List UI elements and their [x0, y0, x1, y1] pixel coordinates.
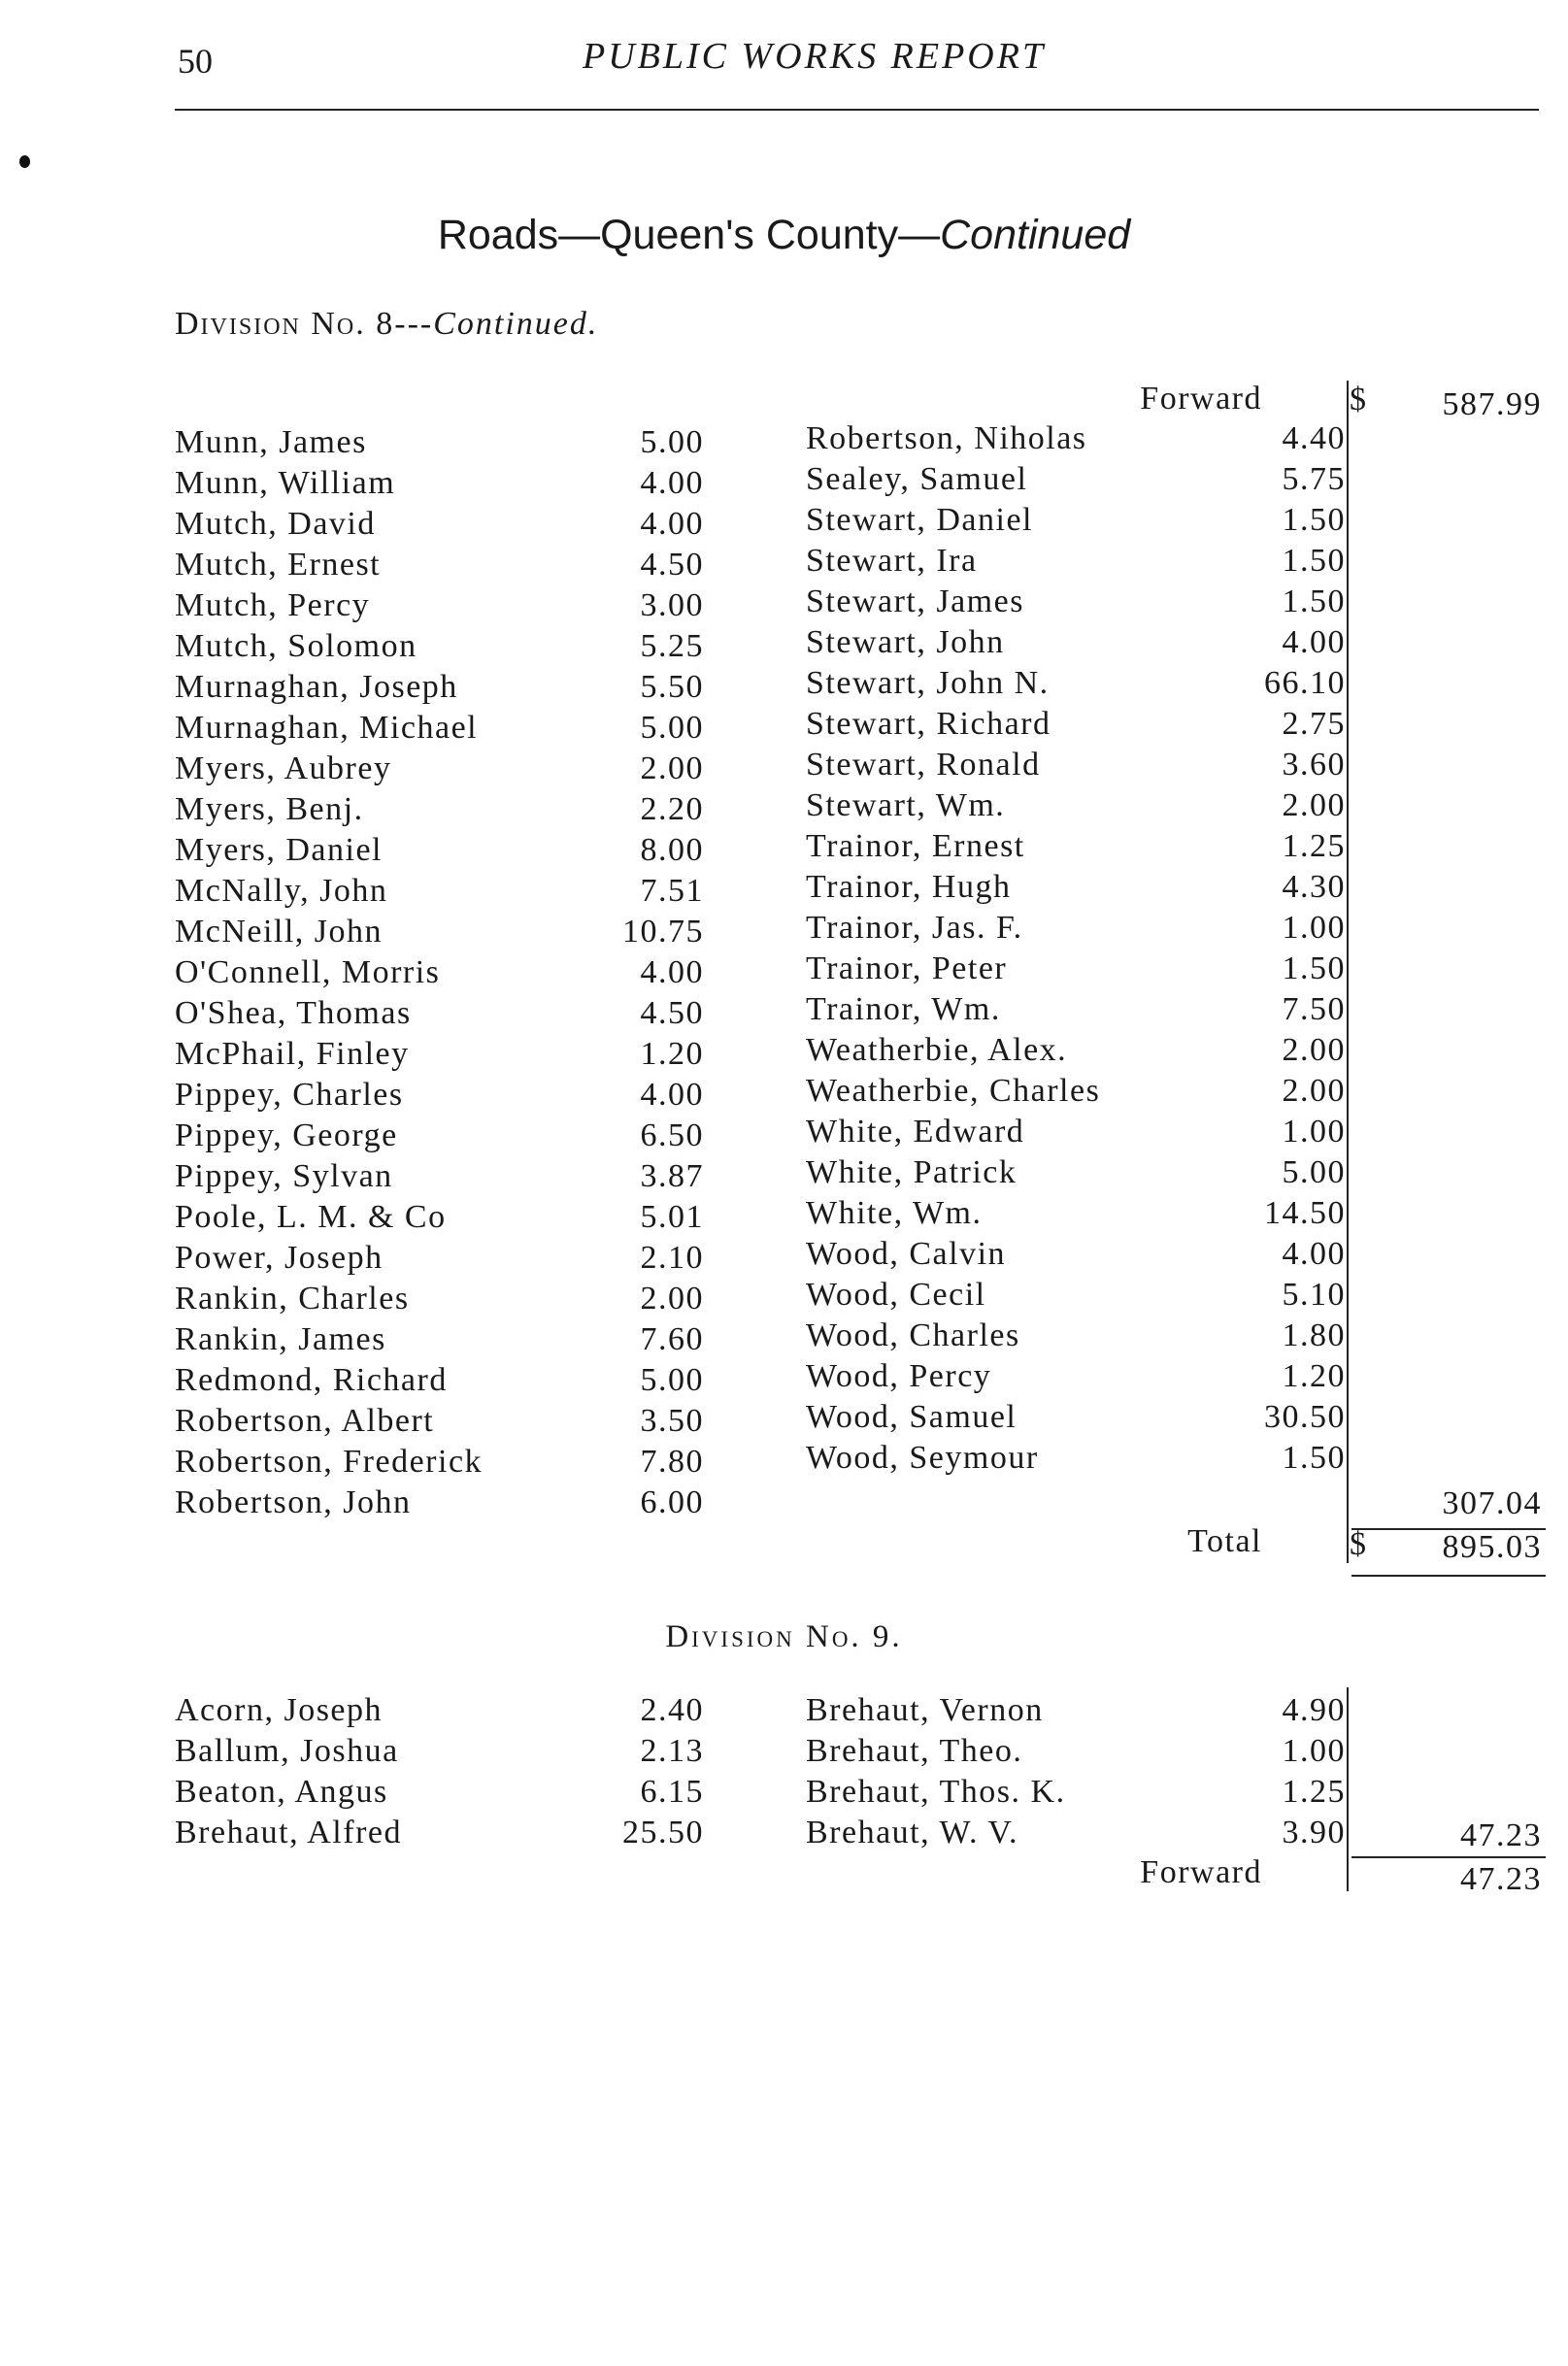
- ledger-amount: 2.00: [1282, 1073, 1346, 1109]
- ledger-name: Robertson, Niholas: [806, 420, 1087, 456]
- ledger-amount: 4.00: [1282, 1236, 1346, 1272]
- ledger-amount: 4.00: [1282, 624, 1346, 660]
- ledger-amount: 14.50: [1264, 1195, 1346, 1231]
- ledger-amount: 1.20: [1282, 1358, 1346, 1394]
- ledger-name: Pippey, Sylvan: [175, 1158, 393, 1194]
- ledger-name: Rankin, Charles: [175, 1281, 410, 1316]
- ledger-amount: 2.20: [640, 791, 704, 827]
- ledger-row: [175, 750, 718, 788]
- division-9-forward-amount: 47.23: [1460, 1861, 1542, 1897]
- ledger-row: [806, 1773, 1350, 1812]
- ledger-row: [806, 623, 1350, 662]
- ledger-row: [806, 1316, 1350, 1355]
- ledger-row: [175, 872, 718, 911]
- ledger-amount: 5.75: [1282, 461, 1346, 497]
- section-title-main: Roads—Queen's County—: [437, 212, 941, 258]
- ledger-amount: 1.20: [640, 1036, 704, 1072]
- ledger-name: Rankin, James: [175, 1321, 386, 1357]
- ledger-name: McPhail, Finley: [175, 1036, 410, 1072]
- section-title: [0, 212, 1568, 259]
- ledger-amount: 3.50: [640, 1403, 704, 1439]
- ledger-amount: 1.50: [1282, 950, 1346, 986]
- amount-column-rule: [1347, 381, 1349, 1563]
- ledger-name: Weatherbie, Charles: [806, 1073, 1101, 1109]
- ledger-amount: 4.00: [640, 954, 704, 990]
- ledger-name: Stewart, Wm.: [806, 787, 1006, 823]
- ledger-row: [806, 542, 1350, 581]
- ledger-amount: 5.00: [640, 1362, 704, 1398]
- ledger-amount: 5.00: [640, 710, 704, 746]
- ledger-row: [806, 990, 1350, 1029]
- ledger-amount: 1.25: [1282, 828, 1346, 864]
- ledger-name: Trainor, Jas. F.: [806, 910, 1023, 946]
- forward-currency: $: [1350, 382, 1366, 417]
- ledger-name: McNally, John: [175, 873, 388, 909]
- ledger-row: [806, 1113, 1350, 1151]
- ledger-amount: 5.50: [640, 669, 704, 705]
- ledger-name: Robertson, Frederick: [175, 1444, 484, 1480]
- ledger-name: Mutch, Percy: [175, 587, 371, 623]
- ledger-name: Trainor, Wm.: [806, 991, 1001, 1027]
- ledger-row: [175, 1814, 718, 1852]
- ledger-row: [806, 1031, 1350, 1070]
- ledger-name: Myers, Aubrey: [175, 750, 392, 786]
- ledger-name: Murnaghan, Joseph: [175, 669, 458, 705]
- division-9-subtotal: 47.23: [1460, 1817, 1542, 1853]
- ledger-amount: 5.01: [640, 1199, 704, 1235]
- ledger-row: [175, 1320, 718, 1359]
- ledger-name: Trainor, Ernest: [806, 828, 1025, 864]
- ledger-amount: 6.00: [640, 1484, 704, 1520]
- ledger-name: Pippey, George: [175, 1117, 398, 1153]
- ledger-amount: 1.00: [1282, 1114, 1346, 1150]
- forward-label: Forward: [1140, 381, 1262, 417]
- ledger-name: Brehaut, W. V.: [806, 1815, 1019, 1850]
- forward-amount: 587.99: [1442, 386, 1542, 422]
- ledger-row: [175, 464, 718, 503]
- ledger-row: [175, 790, 718, 829]
- ledger-row: [175, 1116, 718, 1155]
- ledger-amount: 3.00: [640, 587, 704, 623]
- ledger-name: Murnaghan, Michael: [175, 710, 479, 746]
- ledger-row: [175, 1280, 718, 1318]
- ledger-row: [806, 1276, 1350, 1315]
- ledger-amount: 2.00: [1282, 1032, 1346, 1068]
- ledger-row: [806, 909, 1350, 948]
- ledger-row: [806, 1194, 1350, 1233]
- ledger-name: Stewart, John N.: [806, 665, 1050, 701]
- ledger-name: Stewart, Richard: [806, 706, 1051, 742]
- ledger-name: O'Connell, Morris: [175, 954, 441, 990]
- ledger-row: [175, 831, 718, 870]
- ledger-name: Myers, Benj.: [175, 791, 364, 827]
- ledger-row: [175, 1443, 718, 1482]
- ledger-row: [175, 1361, 718, 1400]
- ledger-name: Beaton, Angus: [175, 1774, 388, 1810]
- division-8-heading-number: 8---: [376, 306, 434, 342]
- ledger-row: [175, 627, 718, 666]
- ledger-row: [175, 1691, 718, 1730]
- division-8-heading-suffix: Continued.: [433, 306, 599, 342]
- total-amount: 895.03: [1442, 1529, 1542, 1565]
- ledger-amount: 66.10: [1264, 665, 1346, 701]
- ledger-amount: 4.00: [640, 506, 704, 542]
- ledger-row: [806, 827, 1350, 866]
- ledger-amount: 7.51: [640, 873, 704, 909]
- ledger-name: Ballum, Joshua: [175, 1733, 399, 1769]
- ledger-name: Acorn, Joseph: [175, 1692, 384, 1728]
- ledger-row: [806, 1398, 1350, 1437]
- ledger-name: Stewart, John: [806, 624, 1005, 660]
- ledger-row: [175, 1402, 718, 1441]
- ledger-name: Robertson, Albert: [175, 1403, 435, 1439]
- section-title-continued: Continued: [940, 212, 1131, 258]
- ledger-name: Power, Joseph: [175, 1240, 384, 1276]
- ledger-name: Wood, Samuel: [806, 1399, 1018, 1435]
- ledger-amount: 7.50: [1282, 991, 1346, 1027]
- ledger-row: [806, 1732, 1350, 1771]
- ledger-amount: 4.40: [1282, 420, 1346, 456]
- ledger-name: Robertson, John: [175, 1484, 412, 1520]
- ledger-amount: 6.50: [640, 1117, 704, 1153]
- ledger-row: [175, 668, 718, 707]
- ledger-name: Trainor, Hugh: [806, 869, 1012, 905]
- ledger-row: [806, 664, 1350, 703]
- ledger-row: [806, 1357, 1350, 1396]
- ledger-row: [175, 953, 718, 992]
- ledger-row: [806, 746, 1350, 784]
- ledger-row: [806, 1439, 1350, 1478]
- ledger-row: [175, 1076, 718, 1115]
- ledger-amount: 1.50: [1282, 583, 1346, 619]
- ledger-name: Pippey, Charles: [175, 1077, 404, 1113]
- ledger-amount: 1.25: [1282, 1774, 1346, 1810]
- ledger-amount: 6.15: [640, 1774, 704, 1810]
- ledger-amount: 4.50: [640, 995, 704, 1031]
- ledger-name: Brehaut, Vernon: [806, 1692, 1044, 1728]
- ledger-name: Myers, Daniel: [175, 832, 384, 868]
- ledger-amount: 4.00: [640, 1077, 704, 1113]
- ledger-name: Wood, Calvin: [806, 1236, 1007, 1272]
- running-title: PUBLIC WORKS REPORT: [583, 36, 1047, 77]
- ledger-row: [806, 419, 1350, 458]
- ledger-amount: 2.10: [640, 1240, 704, 1276]
- ledger-row: [175, 546, 718, 584]
- total-currency: $: [1350, 1526, 1366, 1562]
- ledger-name: Mutch, David: [175, 506, 376, 542]
- ledger-row: [175, 1732, 718, 1771]
- ledger-name: Redmond, Richard: [175, 1362, 448, 1398]
- division-9-heading: Division No. 9.: [665, 1619, 903, 1654]
- ledger-name: Munn, James: [175, 424, 367, 460]
- ledger-amount: 25.50: [622, 1815, 704, 1850]
- ledger-row: [175, 1157, 718, 1196]
- ledger-row: [806, 868, 1350, 907]
- ledger-row: [806, 501, 1350, 540]
- ledger-amount: 3.60: [1282, 747, 1346, 783]
- ledger-name: Brehaut, Theo.: [806, 1733, 1023, 1769]
- ledger-amount: 7.80: [640, 1444, 704, 1480]
- division-8-heading-prefix: Division No.: [175, 306, 366, 342]
- ledger-amount: 2.13: [640, 1733, 704, 1769]
- ledger-row: [806, 460, 1350, 499]
- ledger-amount: 5.25: [640, 628, 704, 664]
- ledger-amount: 8.00: [640, 832, 704, 868]
- division-9-subtotal-rule: [1351, 1856, 1546, 1858]
- ledger-amount: 1.80: [1282, 1317, 1346, 1353]
- ledger-row: [175, 1773, 718, 1812]
- ledger-amount: 4.50: [640, 547, 704, 583]
- ledger-amount: 5.10: [1282, 1277, 1346, 1313]
- ledger-name: White, Patrick: [806, 1154, 1018, 1190]
- ledger-name: Brehaut, Thos. K.: [806, 1774, 1066, 1810]
- ledger-row: [175, 1239, 718, 1278]
- ledger-name: O'Shea, Thomas: [175, 995, 412, 1031]
- ledger-amount: 4.00: [640, 465, 704, 501]
- ledger-name: Sealey, Samuel: [806, 461, 1028, 497]
- ledger-row: [806, 786, 1350, 825]
- ledger-amount: 5.00: [1282, 1154, 1346, 1190]
- ledger-name: Trainor, Peter: [806, 950, 1008, 986]
- ledger-name: White, Edward: [806, 1114, 1025, 1150]
- division-9-forward-label: Forward: [1140, 1854, 1262, 1890]
- ledger-name: Mutch, Solomon: [175, 628, 417, 664]
- division-8-subtotal: 307.04: [1442, 1485, 1542, 1521]
- ledger-name: White, Wm.: [806, 1195, 983, 1231]
- ledger-row: [175, 1035, 718, 1074]
- ledger-row: [806, 1072, 1350, 1111]
- ledger-row: [175, 1198, 718, 1237]
- ledger-name: Weatherbie, Alex.: [806, 1032, 1068, 1068]
- ledger-amount: 4.90: [1282, 1692, 1346, 1728]
- ledger-amount: 5.00: [640, 424, 704, 460]
- ledger-row: [175, 913, 718, 951]
- ledger-amount: 7.60: [640, 1321, 704, 1357]
- ledger-amount: 1.00: [1282, 1733, 1346, 1769]
- ledger-row: [175, 586, 718, 625]
- ledger-amount: 10.75: [622, 914, 704, 950]
- ledger-row: [806, 950, 1350, 988]
- ledger-row: [175, 709, 718, 748]
- total-label: Total: [1187, 1523, 1262, 1559]
- ledger-amount: 2.40: [640, 1692, 704, 1728]
- ledger-name: Stewart, James: [806, 583, 1024, 619]
- ledger-name: Wood, Percy: [806, 1358, 992, 1394]
- ledger-amount: 2.00: [640, 1281, 704, 1316]
- ledger-row: [806, 705, 1350, 744]
- ledger-name: Mutch, Ernest: [175, 547, 382, 583]
- ledger-row: [175, 994, 718, 1033]
- ledger-name: Wood, Cecil: [806, 1277, 986, 1313]
- header-rule: [175, 109, 1539, 111]
- ledger-name: Poole, L. M. & Co: [175, 1199, 447, 1235]
- ledger-row: [806, 1153, 1350, 1192]
- total-rule: [1351, 1575, 1546, 1577]
- ledger-name: Stewart, Ronald: [806, 747, 1041, 783]
- ledger-amount: 3.90: [1282, 1815, 1346, 1850]
- ledger-name: Wood, Charles: [806, 1317, 1020, 1353]
- ledger-row: [806, 583, 1350, 621]
- division-8-heading: [175, 306, 598, 343]
- ledger-name: McNeill, John: [175, 914, 384, 950]
- ledger-row: [175, 423, 718, 462]
- ledger-name: Stewart, Ira: [806, 543, 978, 579]
- ledger-amount: 3.87: [640, 1158, 704, 1194]
- ledger-row: [806, 1235, 1350, 1274]
- ledger-amount: 2.75: [1282, 706, 1346, 742]
- ledger-amount: 2.00: [1282, 787, 1346, 823]
- ink-dot: [19, 155, 30, 168]
- ledger-amount: 30.50: [1264, 1399, 1346, 1435]
- ledger-row: [806, 1691, 1350, 1730]
- page-number: 50: [178, 42, 213, 81]
- ledger-amount: 4.30: [1282, 869, 1346, 905]
- ledger-name: Wood, Seymour: [806, 1440, 1039, 1476]
- ledger-name: Stewart, Daniel: [806, 502, 1033, 538]
- ledger-row: [175, 1483, 718, 1522]
- ledger-amount: 1.50: [1282, 543, 1346, 579]
- ledger-amount: 1.50: [1282, 502, 1346, 538]
- ledger-amount: 2.00: [640, 750, 704, 786]
- ledger-amount: 1.00: [1282, 910, 1346, 946]
- ledger-name: Brehaut, Alfred: [175, 1815, 402, 1850]
- ledger-row: [175, 505, 718, 544]
- ledger-name: Munn, William: [175, 465, 396, 501]
- ledger-row: [806, 1814, 1350, 1852]
- ledger-amount: 1.50: [1282, 1440, 1346, 1476]
